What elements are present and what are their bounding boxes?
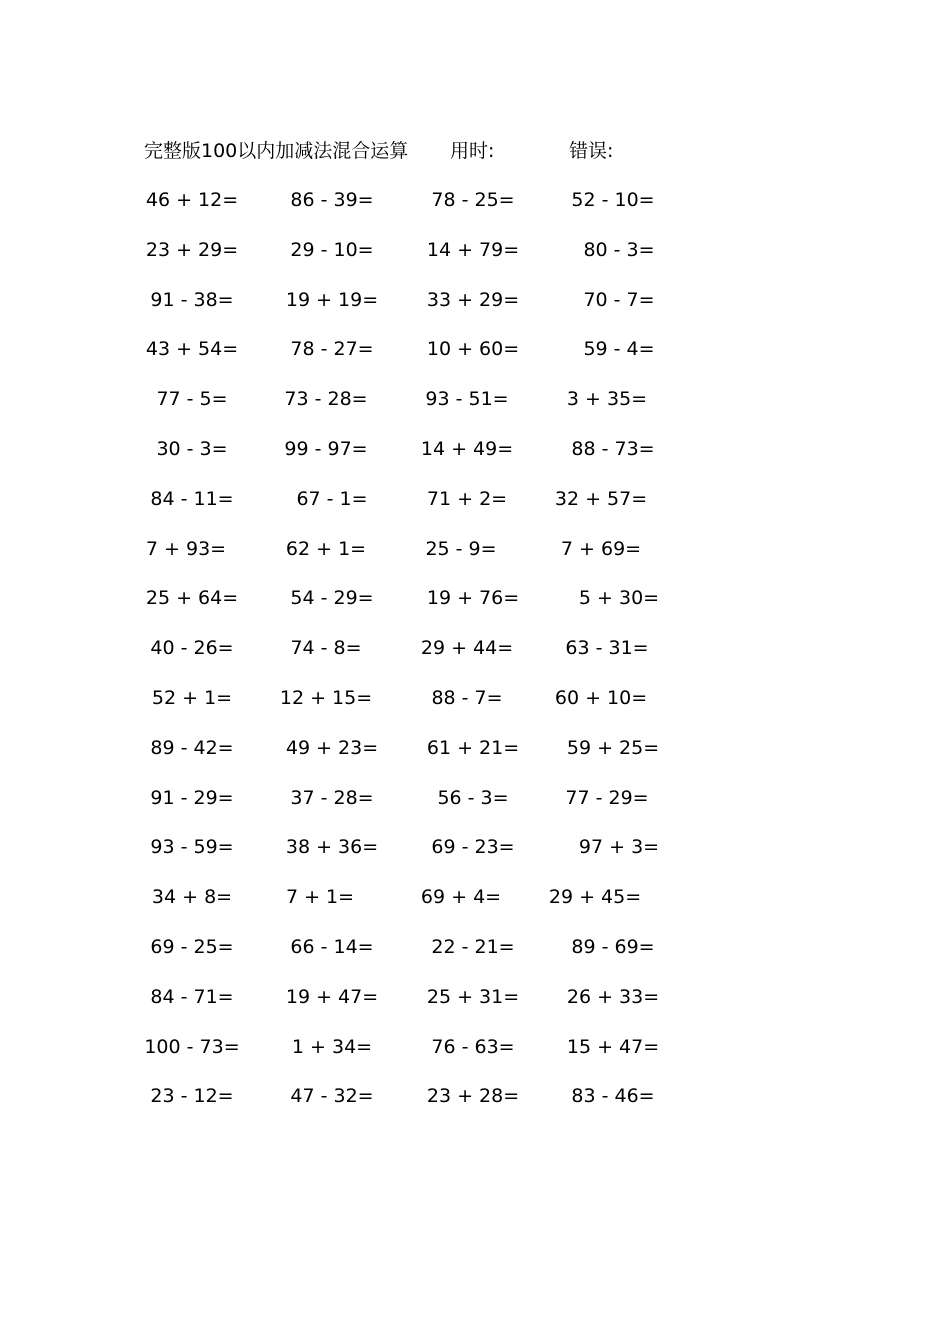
problem-cell: 88 - 73= [571, 437, 655, 460]
problem-cell: 14 + 49= [420, 437, 514, 460]
problem-cell: 69 - 25= [150, 935, 234, 958]
problem-row [144, 535, 704, 585]
problem-cell: 52 + 1= [151, 686, 233, 709]
problem-row [144, 435, 704, 485]
problem-cell: 89 - 69= [571, 935, 655, 958]
problem-cell: 5 + 30= [578, 587, 660, 610]
problem-cell: 59 - 4= [583, 338, 655, 361]
problem-cell: 19 + 19= [285, 288, 379, 311]
problem-cell: 33 + 29= [426, 288, 520, 311]
problem-row [144, 883, 704, 933]
problem-cell: 97 + 3= [578, 836, 660, 859]
problem-cell: 25 + 64= [145, 587, 239, 610]
problem-cell: 89 - 42= [150, 736, 234, 759]
problem-cell: 37 - 28= [290, 786, 374, 809]
problem-cell: 29 + 45= [548, 886, 642, 909]
time-label: 用时: [450, 140, 495, 162]
problem-cell: 99 - 97= [284, 437, 368, 460]
problem-cell: 49 + 23= [285, 736, 379, 759]
problem-cell: 32 + 57= [554, 487, 648, 510]
problem-cell: 100 - 73= [144, 1035, 240, 1058]
problem-cell: 77 - 29= [565, 786, 649, 809]
problem-cell: 73 - 28= [284, 388, 368, 411]
problem-cell: 3 + 35= [566, 388, 648, 411]
problem-cell: 23 - 12= [150, 1085, 234, 1108]
problem-row [144, 286, 704, 336]
problem-row [144, 236, 704, 286]
problem-cell: 61 + 21= [426, 736, 520, 759]
problem-row [144, 584, 704, 634]
problem-row [144, 634, 704, 684]
problem-cell: 63 - 31= [565, 637, 649, 660]
problem-cell: 10 + 60= [426, 338, 520, 361]
problem-cell: 12 + 15= [279, 686, 373, 709]
worksheet-header [144, 137, 844, 165]
problem-row [144, 734, 704, 784]
problem-cell: 69 + 4= [420, 886, 502, 909]
problem-cell: 34 + 8= [151, 886, 233, 909]
problem-cell: 46 + 12= [145, 189, 239, 211]
error-label: 错误: [569, 140, 614, 162]
problem-cell: 56 - 3= [437, 786, 509, 809]
problem-cell: 7 + 69= [560, 537, 642, 560]
problem-cell: 76 - 63= [431, 1035, 515, 1058]
problem-cell: 1 + 34= [291, 1035, 373, 1058]
problem-cell: 23 + 28= [426, 1085, 520, 1108]
problem-cell: 59 + 25= [566, 736, 660, 759]
problem-cell: 74 - 8= [290, 637, 362, 660]
problem-row [144, 784, 704, 834]
problem-cell: 66 - 14= [290, 935, 374, 958]
problem-cell: 14 + 79= [426, 238, 520, 261]
problem-cell: 43 + 54= [145, 338, 239, 361]
problem-cell: 25 + 31= [426, 985, 520, 1008]
problem-cell: 67 - 1= [296, 487, 368, 510]
problem-cell: 93 - 59= [150, 836, 234, 859]
problem-cell: 84 - 71= [150, 985, 234, 1008]
problem-row [144, 1033, 704, 1083]
problem-cell: 7 + 1= [285, 886, 355, 909]
problem-cell: 52 - 10= [571, 189, 655, 211]
problem-cell: 70 - 7= [583, 288, 655, 311]
problem-row [144, 335, 704, 385]
problem-cell: 62 + 1= [285, 537, 367, 560]
problem-cell: 86 - 39= [290, 189, 374, 211]
problem-cell: 84 - 11= [150, 487, 234, 510]
problem-cell: 30 - 3= [156, 437, 228, 460]
problem-cell: 26 + 33= [566, 985, 660, 1008]
problem-cell: 80 - 3= [583, 238, 655, 261]
problem-cell: 29 - 10= [290, 238, 374, 261]
problem-cell: 25 - 9= [425, 537, 497, 560]
problem-cell: 69 - 23= [431, 836, 515, 859]
problem-cell: 54 - 29= [290, 587, 374, 610]
problem-row [144, 983, 704, 1033]
problem-row [144, 933, 704, 983]
problem-cell: 78 - 25= [431, 189, 515, 211]
problem-row [144, 385, 704, 435]
problem-cell: 88 - 7= [431, 686, 503, 709]
problem-cell: 91 - 38= [150, 288, 234, 311]
problem-cell: 71 + 2= [426, 487, 508, 510]
problem-grid [144, 186, 704, 1132]
problem-cell: 38 + 36= [285, 836, 379, 859]
problem-cell: 91 - 29= [150, 786, 234, 809]
problem-cell: 15 + 47= [566, 1035, 660, 1058]
problem-row [144, 186, 704, 236]
problem-cell: 19 + 47= [285, 985, 379, 1008]
problem-cell: 60 + 10= [554, 686, 648, 709]
problem-cell: 7 + 93= [145, 537, 227, 560]
problem-row [144, 485, 704, 535]
problem-row [144, 1082, 704, 1132]
problem-cell: 78 - 27= [290, 338, 374, 361]
problem-row [144, 833, 704, 883]
problem-cell: 19 + 76= [426, 587, 520, 610]
problem-cell: 40 - 26= [150, 637, 234, 660]
problem-row [144, 684, 704, 734]
problem-cell: 23 + 29= [145, 238, 239, 261]
worksheet-title: 完整版100以内加减法混合运算 [144, 140, 409, 162]
problem-cell: 29 + 44= [420, 637, 514, 660]
problem-cell: 22 - 21= [431, 935, 515, 958]
problem-cell: 93 - 51= [425, 388, 509, 411]
problem-cell: 83 - 46= [571, 1085, 655, 1108]
problem-cell: 77 - 5= [156, 388, 228, 411]
problem-cell: 47 - 32= [290, 1085, 374, 1108]
